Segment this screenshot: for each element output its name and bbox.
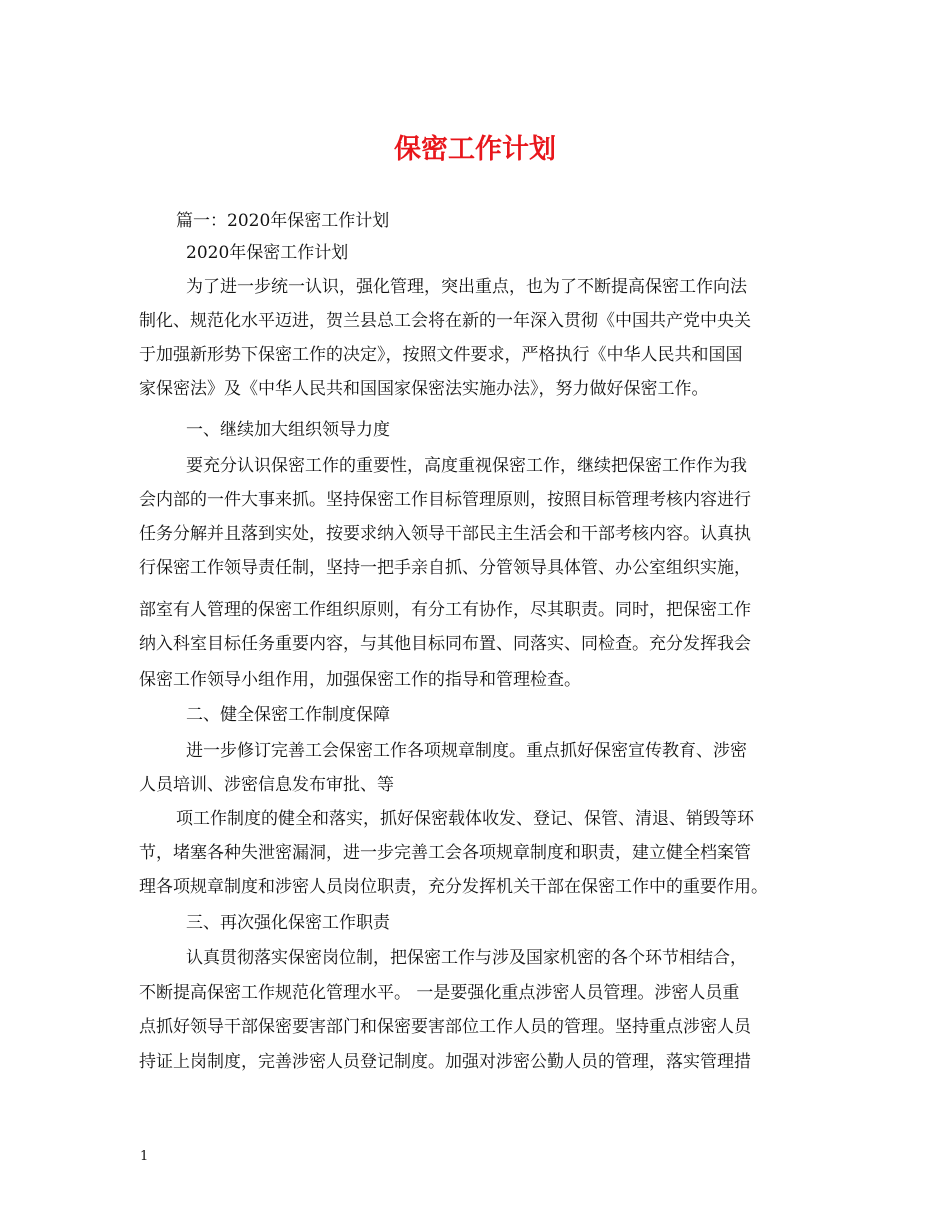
text-line: 认真贯彻落实保密岗位制，把保密工作与涉及国家机密的各个环节相结合， [186, 948, 747, 968]
page-title: 保密工作计划 [394, 134, 556, 165]
text-line: 部室有人管理的保密工作组织原则，有分工有协作，尽其职责。同时，把保密工作 [139, 600, 751, 620]
text-line: 人员培训、涉密信息发布审批、等 [139, 775, 394, 795]
text-line: 节，堵塞各种失泄密漏洞，进一步完善工会各项规章制度和职责，建立健全档案管 [139, 843, 751, 863]
text-line: 任务分解并且落到实处，按要求纳入领导干部民主生活会和干部考核内容。认真执 [139, 524, 751, 544]
text-line: 理各项规章制度和涉密人员岗位职责，充分发挥机关干部在保密工作中的重要作用。 [139, 877, 768, 897]
text-line: 不断提高保密工作规范化管理水平。 一是要强化重点涉密人员管理。涉密人员重 [139, 983, 740, 1003]
text-line: 为了进一步统一认识，强化管理，突出重点，也为了不断提高保密工作向法 [186, 277, 747, 297]
text-line: 项工作制度的健全和落实，抓好保密载体收发、登记、保管、清退、销毁等环 [176, 809, 754, 829]
section-heading: 二、健全保密工作制度保障 [186, 705, 390, 725]
text-line: 制化、规范化水平迈进，贺兰县总工会将在新的一年深入贯彻《中国共产党中央关 [139, 311, 751, 331]
text-line: 点抓好领导干部保密要害部门和保密要害部位工作人员的管理。坚持重点涉密人员 [139, 1017, 751, 1037]
page-number: 1 [140, 1149, 149, 1164]
text-line: 保密工作领导小组作用，加强保密工作的指导和管理检查。 [139, 670, 581, 690]
text-line: 进一步修订完善工会保密工作各项规章制度。重点抓好保密宣传教育、涉密 [186, 741, 747, 761]
text-line: 2020年保密工作计划 [186, 243, 349, 263]
text-line: 篇一：2020年保密工作计划 [176, 211, 390, 231]
text-line: 要充分认识保密工作的重要性，高度重视保密工作，继续把保密工作作为我 [186, 456, 747, 476]
text-line: 纳入科室目标任务重要内容，与其他目标同布置、同落实、同检查。充分发挥我会 [139, 634, 751, 654]
text-line: 持证上岗制度，完善涉密人员登记制度。加强对涉密公勤人员的管理，落实管理措 [139, 1052, 751, 1072]
section-heading: 一、继续加大组织领导力度 [186, 420, 390, 440]
text-line: 家保密法》及《中华人民共和国国家保密法实施办法》，努力做好保密工作。 [139, 379, 709, 399]
text-line: 于加强新形势下保密工作的决定》，按照文件要求，严格执行《中华人民共和国国 [139, 345, 743, 365]
text-line: 行保密工作领导责任制，坚持一把手亲自抓、分管领导具体管、办公室组织实施， [139, 558, 751, 578]
text-line: 会内部的一件大事来抓。坚持保密工作目标管理原则，按照目标管理考核内容进行 [139, 490, 751, 510]
section-heading: 三、再次强化保密工作职责 [186, 913, 390, 933]
